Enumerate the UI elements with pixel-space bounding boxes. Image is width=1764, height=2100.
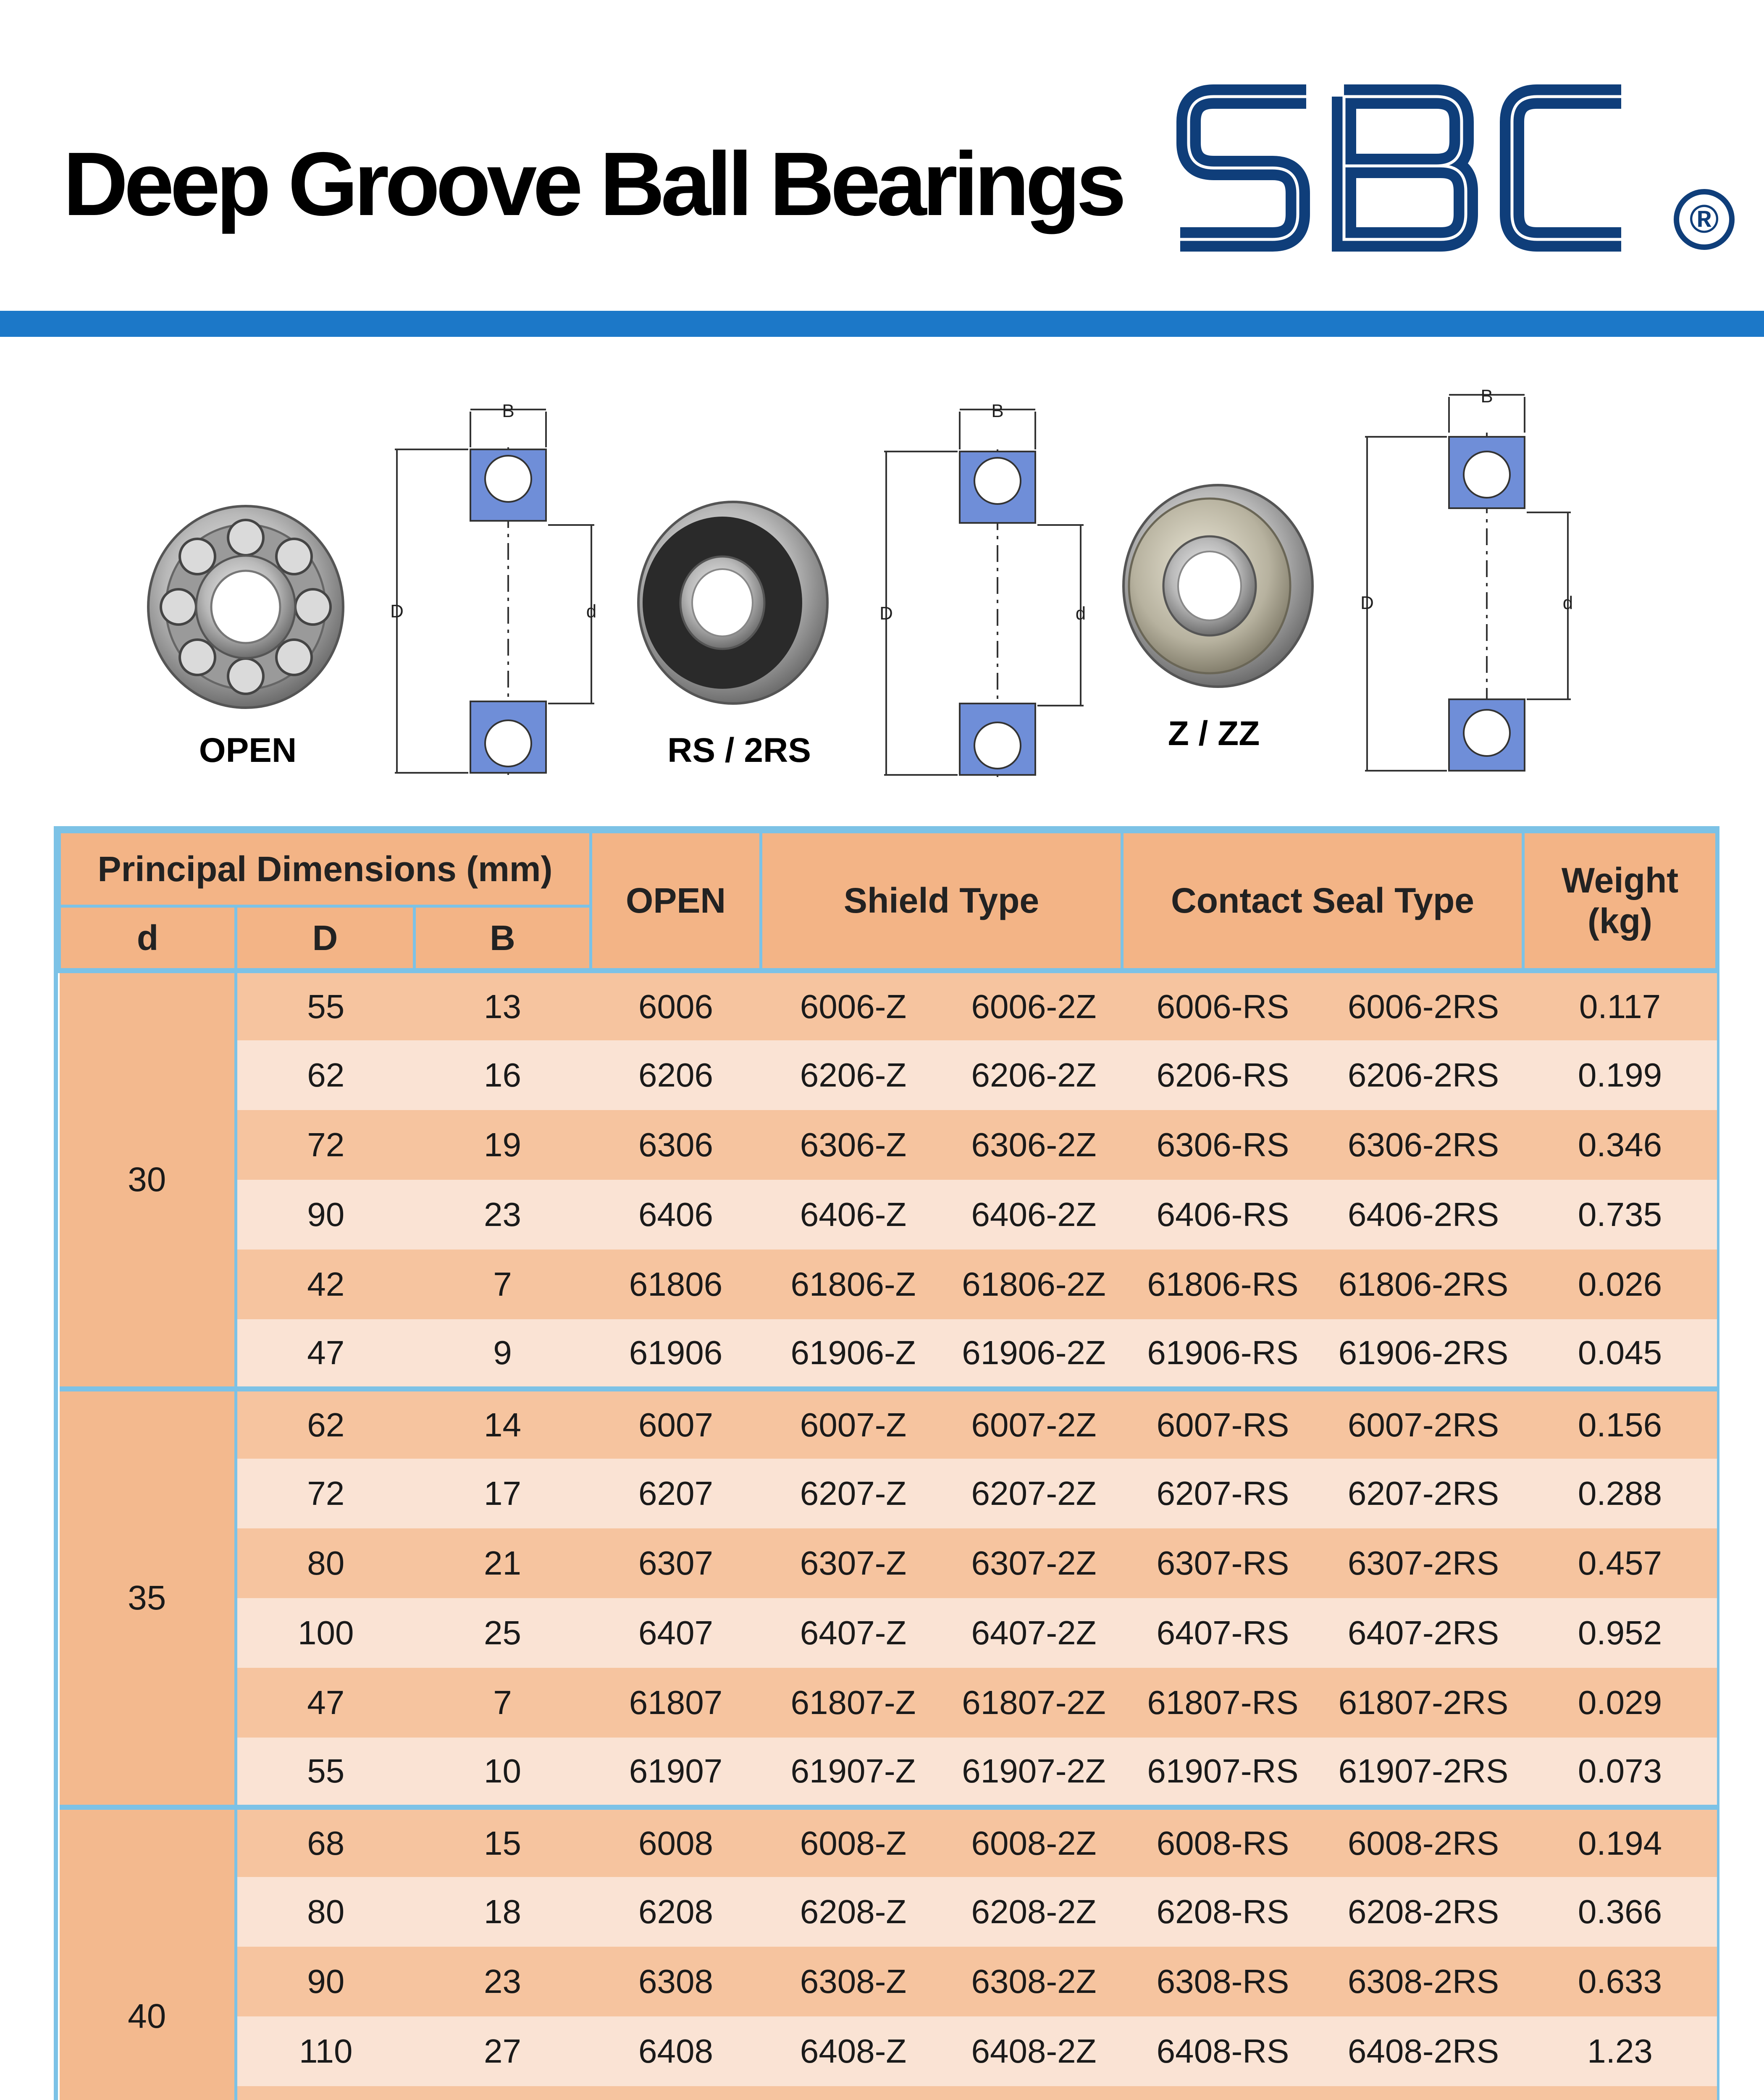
dim-B-label: B <box>502 401 514 421</box>
shield-z-cell: 6307-Z <box>761 1528 946 1598</box>
dim-D-label: D <box>1360 593 1374 613</box>
shield-2z-cell: 61906-2Z <box>946 1319 1122 1389</box>
outer-diameter-cell <box>236 2086 415 2100</box>
header-stripe <box>0 311 1764 337</box>
zz-caption: Z / ZZ <box>1168 714 1260 753</box>
width-cell: 17 <box>415 1459 591 1528</box>
open-part-cell: 61806 <box>591 1250 761 1319</box>
D-column-header: D <box>236 906 415 971</box>
shield-2z-cell: 61807-2Z <box>946 1668 1122 1738</box>
shield-z-cell: 6406-Z <box>761 1180 946 1250</box>
open-part-cell: 6306 <box>591 1110 761 1180</box>
cross-section-diagram-open <box>395 410 597 775</box>
width-cell: 10 <box>415 1738 591 1807</box>
open-part-cell: 6008 <box>591 1807 761 1877</box>
registered-trademark-icon: ® <box>1674 189 1735 250</box>
shield-z-cell: 61906-Z <box>761 1319 946 1389</box>
seal-2rs-cell <box>1324 2086 1523 2100</box>
cross-section-diagram-rs <box>884 410 1084 777</box>
weight-cell: 0.346 <box>1523 1110 1717 1180</box>
seal-rs-cell: 6006-RS <box>1122 971 1324 1040</box>
seal-2rs-cell: 6307-2RS <box>1324 1528 1523 1598</box>
shield-z-cell: 6208-Z <box>761 1877 946 1947</box>
open-part-cell: 6307 <box>591 1528 761 1598</box>
seal-2rs-cell: 6306-2RS <box>1324 1110 1523 1180</box>
principal-dimensions-header: Principal Dimensions (mm) <box>60 832 591 906</box>
table-row <box>60 1459 1717 1528</box>
shield-2z-cell: 6208-2Z <box>946 1877 1122 1947</box>
shield-2z-cell: 6308-2Z <box>946 1947 1122 2016</box>
shield-z-cell: 6206-Z <box>761 1040 946 1110</box>
seal-rs-cell: 6308-RS <box>1122 1947 1324 2016</box>
sbc-logo <box>1168 71 1630 262</box>
open-part-cell: 6208 <box>591 1877 761 1947</box>
dim-B-label: B <box>1480 386 1493 407</box>
width-cell: 14 <box>415 1389 591 1459</box>
shield-z-cell: 6007-Z <box>761 1389 946 1459</box>
width-cell: 23 <box>415 1947 591 2016</box>
seal-rs-cell: 6306-RS <box>1122 1110 1324 1180</box>
bearing-table <box>58 830 1718 2100</box>
shield-2z-cell: 6207-2Z <box>946 1459 1122 1528</box>
weight-cell: 0.073 <box>1523 1738 1717 1807</box>
seal-rs-cell: 6307-RS <box>1122 1528 1324 1598</box>
outer-diameter-cell: 90 <box>236 1180 415 1250</box>
table-row <box>60 1528 1717 1598</box>
weight-cell: 0.735 <box>1523 1180 1717 1250</box>
outer-diameter-cell: 42 <box>236 1250 415 1319</box>
shield-2z-cell: 6408-2Z <box>946 2016 1122 2086</box>
shield-z-cell: 6006-Z <box>761 971 946 1040</box>
shield-2z-cell: 6206-2Z <box>946 1040 1122 1110</box>
seal-2rs-cell: 6006-2RS <box>1324 971 1523 1040</box>
outer-diameter-cell: 90 <box>236 1947 415 2016</box>
width-cell: 27 <box>415 2016 591 2086</box>
weight-cell: 0.029 <box>1523 1668 1717 1738</box>
weight-cell: 0.194 <box>1523 1807 1717 1877</box>
seal-rs-cell: 6206-RS <box>1122 1040 1324 1110</box>
bearing-illustrations <box>0 370 1764 790</box>
table-row <box>60 1877 1717 1947</box>
seal-2rs-cell: 6008-2RS <box>1324 1807 1523 1877</box>
page-header <box>0 0 1764 311</box>
seal-rs-cell: 61906-RS <box>1122 1319 1324 1389</box>
weight-cell: 0.288 <box>1523 1459 1717 1528</box>
outer-diameter-cell: 62 <box>236 1040 415 1110</box>
width-cell: 15 <box>415 1807 591 1877</box>
shield-2z-cell: 61806-2Z <box>946 1250 1122 1319</box>
seal-rs-cell: 6207-RS <box>1122 1459 1324 1528</box>
shield-type-header: Shield Type <box>761 832 1122 971</box>
open-part-cell: 61907 <box>591 1738 761 1807</box>
shield-2z-cell: 6306-2Z <box>946 1110 1122 1180</box>
dim-D-label: D <box>390 601 404 622</box>
seal-rs-cell: 61806-RS <box>1122 1250 1324 1319</box>
weight-cell: 0.026 <box>1523 1250 1717 1319</box>
seal-rs-cell <box>1122 2086 1324 2100</box>
width-cell: 19 <box>415 1110 591 1180</box>
table-row <box>60 1110 1717 1180</box>
table-row <box>60 1807 1717 1877</box>
zz-bearing-icon <box>1124 485 1312 687</box>
table-row <box>60 1250 1717 1319</box>
seal-2rs-cell: 6007-2RS <box>1324 1389 1523 1459</box>
shield-z-cell: 6408-Z <box>761 2016 946 2086</box>
open-part-cell: 6408 <box>591 2016 761 2086</box>
seal-2rs-cell: 6408-2RS <box>1324 2016 1523 2086</box>
table-row <box>60 2016 1717 2086</box>
width-cell: 13 <box>415 971 591 1040</box>
table-row <box>60 1389 1717 1459</box>
open-part-cell: 6206 <box>591 1040 761 1110</box>
open-part-cell: 6207 <box>591 1459 761 1528</box>
outer-diameter-cell: 47 <box>236 1319 415 1389</box>
open-caption: OPEN <box>199 731 297 769</box>
shield-2z-cell: 6307-2Z <box>946 1528 1122 1598</box>
bearing-diagrams <box>0 370 1764 790</box>
shield-2z-cell: 6006-2Z <box>946 971 1122 1040</box>
dim-d-label: d <box>1075 603 1086 624</box>
seal-rs-cell: 6408-RS <box>1122 2016 1324 2086</box>
seal-2rs-cell: 61907-2RS <box>1324 1738 1523 1807</box>
seal-2rs-cell: 6206-2RS <box>1324 1040 1523 1110</box>
weight-cell: 0.156 <box>1523 1389 1717 1459</box>
seal-2rs-cell: 6208-2RS <box>1324 1877 1523 1947</box>
table-row <box>60 1319 1717 1389</box>
shield-2z-cell: 6407-2Z <box>946 1598 1122 1668</box>
weight-cell: 0.633 <box>1523 1947 1717 2016</box>
shield-z-cell <box>761 2086 946 2100</box>
d-column-header: d <box>60 906 236 971</box>
table-row <box>60 2086 1717 2100</box>
shield-2z-cell: 6406-2Z <box>946 1180 1122 1250</box>
seal-rs-cell: 6406-RS <box>1122 1180 1324 1250</box>
seal-rs-cell: 6008-RS <box>1122 1807 1324 1877</box>
rs-bearing-icon <box>638 502 827 704</box>
table-row <box>60 1598 1717 1668</box>
table-row <box>60 1040 1717 1110</box>
open-part-cell: 6406 <box>591 1180 761 1250</box>
shield-z-cell: 6207-Z <box>761 1459 946 1528</box>
table-row <box>60 1947 1717 2016</box>
width-cell: 23 <box>415 1180 591 1250</box>
outer-diameter-cell: 55 <box>236 1738 415 1807</box>
seal-2rs-cell: 61906-2RS <box>1324 1319 1523 1389</box>
seal-rs-cell: 6208-RS <box>1122 1877 1324 1947</box>
page-title: Deep Groove Ball Bearings <box>63 133 1123 234</box>
outer-diameter-cell: 110 <box>236 2016 415 2086</box>
width-cell <box>415 2086 591 2100</box>
shield-z-cell: 61806-Z <box>761 1250 946 1319</box>
width-cell: 7 <box>415 1668 591 1738</box>
weight-cell: 0.952 <box>1523 1598 1717 1668</box>
bearing-table-body <box>60 971 1717 2100</box>
outer-diameter-cell: 80 <box>236 1528 415 1598</box>
open-bearing-icon <box>148 506 343 708</box>
open-part-cell: 61807 <box>591 1668 761 1738</box>
table-row <box>60 1738 1717 1807</box>
seal-2rs-cell: 6407-2RS <box>1324 1598 1523 1668</box>
rs-caption: RS / 2RS <box>667 731 811 769</box>
dim-D-label: D <box>879 603 893 624</box>
bore-diameter-cell: 35 <box>60 1389 236 1807</box>
shield-2z-cell: 6008-2Z <box>946 1807 1122 1877</box>
table-row <box>60 1180 1717 1250</box>
seal-2rs-cell: 6406-2RS <box>1324 1180 1523 1250</box>
outer-diameter-cell: 72 <box>236 1110 415 1180</box>
shield-z-cell: 6008-Z <box>761 1807 946 1877</box>
shield-2z-cell <box>946 2086 1122 2100</box>
seal-rs-cell: 6007-RS <box>1122 1389 1324 1459</box>
shield-z-cell: 61907-Z <box>761 1738 946 1807</box>
seal-2rs-cell: 61806-2RS <box>1324 1250 1523 1319</box>
contact-seal-type-header: Contact Seal Type <box>1122 832 1523 971</box>
open-part-cell: 6006 <box>591 971 761 1040</box>
open-part-cell: 6007 <box>591 1389 761 1459</box>
weight-cell: 0.199 <box>1523 1040 1717 1110</box>
table-row <box>60 971 1717 1040</box>
open-part-cell: 6308 <box>591 1947 761 2016</box>
width-cell: 7 <box>415 1250 591 1319</box>
shield-z-cell: 6308-Z <box>761 1947 946 2016</box>
width-cell: 9 <box>415 1319 591 1389</box>
seal-rs-cell: 6407-RS <box>1122 1598 1324 1668</box>
seal-rs-cell: 61807-RS <box>1122 1668 1324 1738</box>
outer-diameter-cell: 72 <box>236 1459 415 1528</box>
weight-cell: 0.457 <box>1523 1528 1717 1598</box>
table-row <box>60 1668 1717 1738</box>
shield-z-cell: 6306-Z <box>761 1110 946 1180</box>
outer-diameter-cell: 68 <box>236 1807 415 1877</box>
outer-diameter-cell: 80 <box>236 1877 415 1947</box>
open-part-cell: 61906 <box>591 1319 761 1389</box>
width-cell: 25 <box>415 1598 591 1668</box>
weight-cell: 1.23 <box>1523 2016 1717 2086</box>
seal-2rs-cell: 6308-2RS <box>1324 1947 1523 2016</box>
weight-cell: 0.045 <box>1523 1319 1717 1389</box>
shield-2z-cell: 6007-2Z <box>946 1389 1122 1459</box>
dim-d-label: d <box>1562 593 1573 613</box>
B-column-header: B <box>415 906 591 971</box>
seal-2rs-cell: 61807-2RS <box>1324 1668 1523 1738</box>
shield-2z-cell: 61907-2Z <box>946 1738 1122 1807</box>
cross-section-diagram-zz <box>1365 395 1571 773</box>
seal-2rs-cell: 6207-2RS <box>1324 1459 1523 1528</box>
outer-diameter-cell: 47 <box>236 1668 415 1738</box>
seal-rs-cell: 61907-RS <box>1122 1738 1324 1807</box>
bore-diameter-cell: 40 <box>60 1807 236 2100</box>
open-part-cell: 6407 <box>591 1598 761 1668</box>
shield-z-cell: 6407-Z <box>761 1598 946 1668</box>
weight-header: Weight (kg) <box>1523 832 1717 971</box>
outer-diameter-cell: 62 <box>236 1389 415 1459</box>
width-cell: 21 <box>415 1528 591 1598</box>
weight-cell: 0.366 <box>1523 1877 1717 1947</box>
dim-d-label: d <box>586 601 597 622</box>
open-part-cell <box>591 2086 761 2100</box>
bore-diameter-cell: 30 <box>60 971 236 1389</box>
open-header: OPEN <box>591 832 761 971</box>
outer-diameter-cell: 100 <box>236 1598 415 1668</box>
weight-cell <box>1523 2086 1717 2100</box>
dim-B-label: B <box>991 401 1004 421</box>
weight-cell: 0.117 <box>1523 971 1717 1040</box>
shield-z-cell: 61807-Z <box>761 1668 946 1738</box>
outer-diameter-cell: 55 <box>236 971 415 1040</box>
width-cell: 18 <box>415 1877 591 1947</box>
bearing-table-container <box>54 826 1719 2100</box>
width-cell: 16 <box>415 1040 591 1110</box>
